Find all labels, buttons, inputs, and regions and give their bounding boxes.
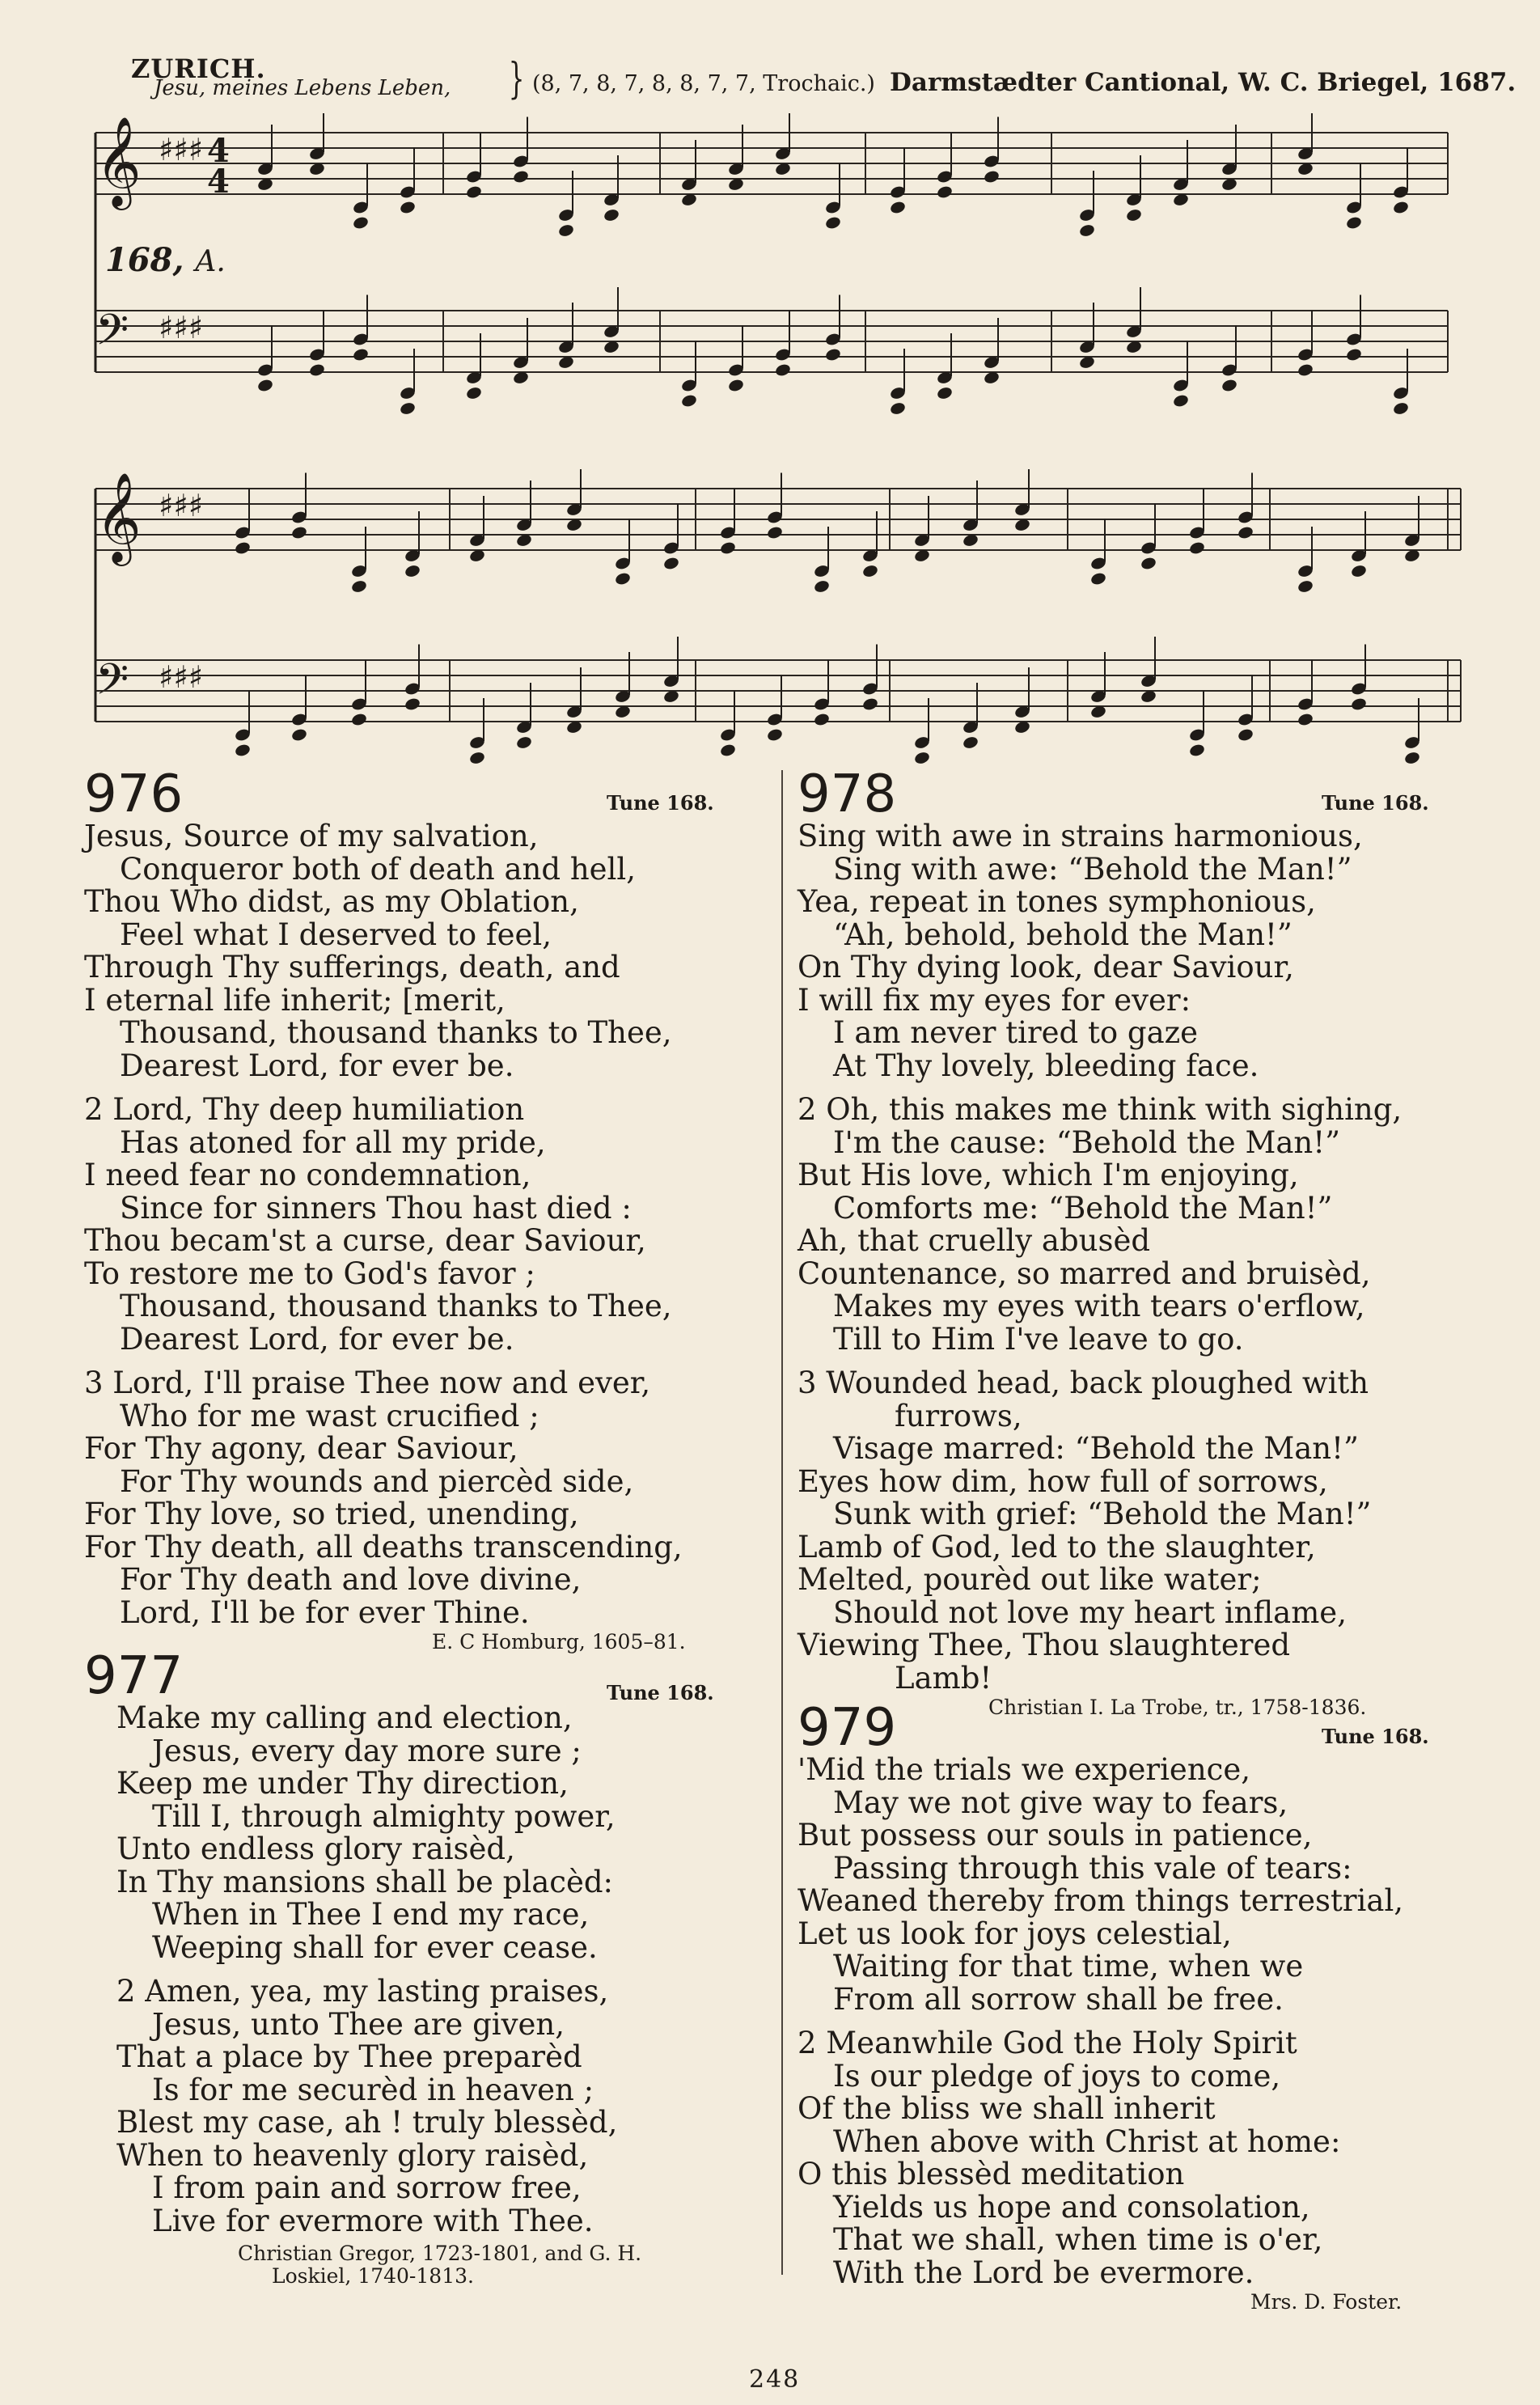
verse-line: Make my calling and election, <box>116 1700 573 1735</box>
verse-line: Eyes how dim, how full of sorrows, <box>798 1463 1328 1499</box>
note-head <box>1350 564 1367 578</box>
verse-line: Thousand, thousand thanks to Thee, <box>120 1015 672 1050</box>
verse-line: Waiting for that time, when we <box>833 1949 1304 1984</box>
note-head <box>913 751 930 765</box>
note-head <box>680 393 697 408</box>
note-head <box>515 735 532 750</box>
note-head <box>1188 540 1205 555</box>
verse-line: Jesus, unto Thee are given, <box>152 2006 565 2042</box>
treble-clef: 𝄞 <box>95 116 142 206</box>
note-head <box>1345 347 1362 362</box>
verse-line: Jesus, Source of my salvation, <box>84 819 539 853</box>
note-head <box>1237 727 1254 742</box>
treble-clef: 𝄞 <box>95 472 142 562</box>
verse-line: 2 Oh, this makes me think with sighing, <box>798 1092 1402 1127</box>
verse-line: Dearest Lord, for ever be. <box>120 1321 514 1357</box>
note-head <box>889 200 906 214</box>
tune-meter: (8, 7, 8, 7, 8, 8, 7, 7, Trochaic.) <box>532 71 875 96</box>
verse-line: That we shall, when time is o'er, <box>833 2222 1323 2257</box>
verse-line: Till I, through almighty power, <box>152 1798 616 1834</box>
tune-subtitle: Jesu, meines Lebens Leben, <box>154 76 451 100</box>
note-head <box>1297 362 1314 377</box>
tune-source: Darmstædter Cantional, W. C. Briegel, 1687. <box>890 68 1517 97</box>
note-head <box>813 712 830 726</box>
note-head <box>1350 697 1367 711</box>
verse-line: I'm the cause: “Behold the Man!” <box>833 1124 1341 1160</box>
note-head <box>1237 525 1254 540</box>
verse-line: Is our pledge of joys to come, <box>833 2058 1281 2094</box>
note-head <box>936 184 953 199</box>
verse-line: Lord, I'll be for ever Thine. <box>120 1594 530 1630</box>
note-head <box>861 564 878 578</box>
note-head <box>824 215 841 230</box>
hymn-author: Mrs. D. Foster. <box>1250 2290 1402 2314</box>
note-head <box>290 727 307 742</box>
note-head <box>1392 401 1409 416</box>
verse-line: Thousand, thousand thanks to Thee, <box>120 1289 672 1323</box>
verse-line: But His love, which I'm enjoying, <box>798 1158 1299 1192</box>
verse-line: Who for me wast crucified ; <box>120 1398 539 1433</box>
note-head <box>350 579 367 594</box>
note-head <box>1172 393 1189 408</box>
note-head <box>1140 556 1157 570</box>
hymn-977 <box>84 1646 764 2288</box>
verse-line: Till to Him I've leave to go. <box>833 1321 1244 1357</box>
verse-line: Has atoned for all my pride, <box>120 1124 546 1160</box>
note-head <box>766 727 783 742</box>
verse-line: Thou Who didst, as my Oblation, <box>84 884 579 919</box>
verse-line: I eternal life inherit; [merit, <box>84 982 506 1018</box>
verse-line: For Thy death, all deaths transcending, <box>84 1529 683 1565</box>
verse-line: 'Mid the trials we experience, <box>798 1752 1251 1787</box>
verse-line: For Thy wounds and piercèd side, <box>120 1463 634 1499</box>
verse-line: Ah, that cruelly abusèd <box>798 1223 1151 1258</box>
hymn-author: Christian I. La Trobe, tr., 1758-1836. <box>988 1696 1367 1719</box>
note-head <box>889 401 906 416</box>
hymn-author-line-2: Loskiel, 1740-1813. <box>272 2264 474 2288</box>
verse-line: 2 Lord, Thy deep humiliation <box>84 1092 525 1127</box>
note-head <box>350 712 367 726</box>
verse-line: Lamb! <box>895 1660 992 1696</box>
note-head <box>404 564 421 578</box>
verse-line: For Thy agony, dear Saviour, <box>84 1431 518 1466</box>
tune-reference: Tune 168. <box>607 1681 714 1704</box>
verse-line: Conqueror both of death and hell, <box>120 851 636 887</box>
verse-line: I will fix my eyes for ever: <box>798 982 1191 1018</box>
hymn-976 <box>84 764 764 1653</box>
note-head <box>662 556 679 570</box>
page-number: 248 <box>749 2365 801 2394</box>
verse-line: Yields us hope and consolation, <box>833 2189 1310 2225</box>
note-head <box>719 743 736 757</box>
verse-line: Should not love my heart inflame, <box>833 1594 1347 1630</box>
note-head <box>861 697 878 711</box>
hymn-number: 978 <box>798 764 897 824</box>
verse-line: Blest my case, ah ! truly blessèd, <box>116 2105 618 2140</box>
note-head <box>399 401 416 416</box>
verse-line: Visage marred: “Behold the Man!” <box>833 1431 1359 1466</box>
verse-line: I am never tired to gaze <box>833 1015 1199 1050</box>
tune-reference: Tune 168. <box>607 791 714 815</box>
tune-number-value: 168, <box>105 241 184 279</box>
verse-line: Yea, repeat in tones symphonious, <box>798 884 1316 919</box>
verse-line: In Thy mansions shall be placèd: <box>116 1864 614 1899</box>
music-system-2 <box>0 469 1540 768</box>
verse-line: Sunk with grief: “Behold the Man!” <box>833 1497 1372 1531</box>
hymn-979 <box>798 1698 1477 2314</box>
verse-line: Keep me under Thy direction, <box>116 1766 569 1801</box>
note-head <box>1221 378 1238 392</box>
note-head <box>308 362 325 377</box>
tune-number-suffix: A. <box>195 245 226 278</box>
verse-line: furrows, <box>895 1398 1022 1433</box>
verse-line: Jesus, every day more sure ; <box>152 1733 582 1768</box>
verse-line: On Thy dying look, dear Saviour, <box>798 950 1294 984</box>
note-head <box>1125 208 1142 222</box>
note-head <box>813 579 830 594</box>
note-head <box>1392 200 1409 214</box>
key-signature: ♯♯♯ <box>159 659 204 695</box>
verse-line: Sing with awe in strains harmonious, <box>798 819 1363 853</box>
verse-line: “Ah, behold, behold the Man!” <box>833 917 1292 952</box>
verse-line: From all sorrow shall be free. <box>833 1981 1284 2017</box>
verse-line: O this blessèd meditation <box>798 2157 1185 2191</box>
note-head <box>719 540 736 555</box>
verse-line: Melted, pourèd out like water; <box>798 1562 1262 1597</box>
verse-line: Unto endless glory raisèd, <box>116 1831 515 1866</box>
key-signature: ♯♯♯ <box>159 310 204 345</box>
note-head <box>234 540 251 555</box>
key-signature: ♯♯♯ <box>159 132 204 167</box>
verse-line: I need fear no condemnation, <box>84 1158 531 1192</box>
verse-line: 3 Wounded head, back ploughed with <box>798 1366 1369 1400</box>
bass-clef: 𝄢 <box>95 655 129 715</box>
note-head <box>512 169 529 184</box>
note-head <box>465 386 482 400</box>
hymn-author-line-1: Christian Gregor, 1723-1801, and G. H. <box>238 2242 642 2265</box>
hymn-number: 976 <box>84 764 184 824</box>
tune-reference: Tune 168. <box>1322 1725 1429 1748</box>
time-signature: 4 <box>207 132 230 170</box>
note-head <box>614 571 631 586</box>
note-head <box>399 200 416 214</box>
note-head <box>962 735 979 750</box>
note-head <box>404 697 421 711</box>
verse-line: Of the bliss we shall inherit <box>798 2091 1216 2126</box>
verse-line: Lamb of God, led to the slaughter, <box>798 1529 1316 1565</box>
verse-line: 2 Amen, yea, my lasting praises, <box>116 1974 609 2009</box>
hymn-number: 979 <box>798 1698 897 1758</box>
verse-line: That a place by Thee preparèd <box>116 2039 582 2074</box>
verse-line: Viewing Thee, Thou slaughtered <box>798 1628 1291 1662</box>
verse-line: To restore me to God's favor ; <box>84 1255 535 1291</box>
verse-line: I from pain and sorrow free, <box>152 2170 582 2205</box>
verse-line: Sing with awe: “Behold the Man!” <box>833 851 1352 887</box>
verse-line: Feel what I deserved to feel, <box>120 917 552 952</box>
note-head <box>727 378 744 392</box>
note-head <box>774 362 791 377</box>
verse-line: For Thy love, so tried, unending, <box>84 1497 579 1531</box>
note-head <box>983 169 1000 184</box>
note-head <box>1403 751 1420 765</box>
verse-line: But possess our souls in patience, <box>798 1818 1313 1852</box>
note-head <box>766 525 783 540</box>
verse-line: Weaned thereby from things terrestrial, <box>798 1883 1404 1918</box>
note-head <box>603 208 620 222</box>
verse-line: When in Thee I end my race, <box>152 1897 590 1932</box>
note-head <box>465 184 482 199</box>
note-head <box>1345 215 1362 230</box>
verse-line: Is for me securèd in heaven ; <box>152 2072 594 2107</box>
note-head <box>1297 712 1314 726</box>
note-head <box>936 386 953 400</box>
note-head <box>352 215 369 230</box>
verse-line: 2 Meanwhile God the Holy Spirit <box>798 2026 1297 2060</box>
note-head <box>1089 571 1106 586</box>
note-head <box>1078 223 1095 238</box>
verse-line: Since for sinners Thou hast died : <box>120 1190 632 1226</box>
note-head <box>256 378 273 392</box>
verse-line: Live for evermore with Thee. <box>152 2203 594 2238</box>
tune-name: ZURICH. <box>131 53 266 84</box>
music-system-1 <box>0 113 1540 437</box>
note-head <box>468 751 485 765</box>
hymn-author: E. C Homburg, 1605–81. <box>432 1630 686 1653</box>
note-head <box>557 223 574 238</box>
time-signature: 4 <box>207 163 230 201</box>
verse-line: Weeping shall for ever cease. <box>152 1929 598 1965</box>
verse-line: With the Lord be evermore. <box>833 2255 1254 2290</box>
hymn-number: 977 <box>84 1646 184 1706</box>
note-head <box>1297 579 1314 594</box>
verse-line: Countenance, so marred and bruisèd, <box>798 1255 1371 1291</box>
verse-line: May we not give way to fears, <box>833 1785 1288 1820</box>
verse-line: 3 Lord, I'll praise Thee now and ever, <box>84 1366 651 1400</box>
note-head <box>1188 743 1205 757</box>
verse-line: When above with Christ at home: <box>833 2123 1341 2159</box>
verse-line: Comforts me: “Behold the Man!” <box>833 1190 1333 1226</box>
verse-line: For Thy death and love divine, <box>120 1562 582 1597</box>
verse-line: When to heavenly glory raisèd, <box>116 2137 589 2173</box>
note-head <box>824 347 841 362</box>
note-head <box>352 347 369 362</box>
note-head <box>290 525 307 540</box>
brace-mark: } <box>508 55 525 104</box>
column-divider <box>781 770 783 2275</box>
verse-line: Through Thy sufferings, death, and <box>84 950 620 984</box>
note-head <box>234 743 251 757</box>
verse-line: Dearest Lord, for ever be. <box>120 1048 514 1083</box>
verse-line: Passing through this vale of tears: <box>833 1850 1352 1886</box>
bass-clef: 𝄢 <box>95 306 129 366</box>
key-signature: ♯♯♯ <box>159 488 204 523</box>
verse-line: At Thy lovely, bleeding face. <box>833 1048 1259 1083</box>
tune-reference: Tune 168. <box>1322 791 1429 815</box>
verse-line: Makes my eyes with tears o'erflow, <box>833 1289 1365 1323</box>
verse-line: Thou becam'st a curse, dear Saviour, <box>84 1223 646 1258</box>
verse-line: Let us look for joys celestial, <box>798 1916 1232 1951</box>
hymn-978 <box>798 764 1477 1719</box>
